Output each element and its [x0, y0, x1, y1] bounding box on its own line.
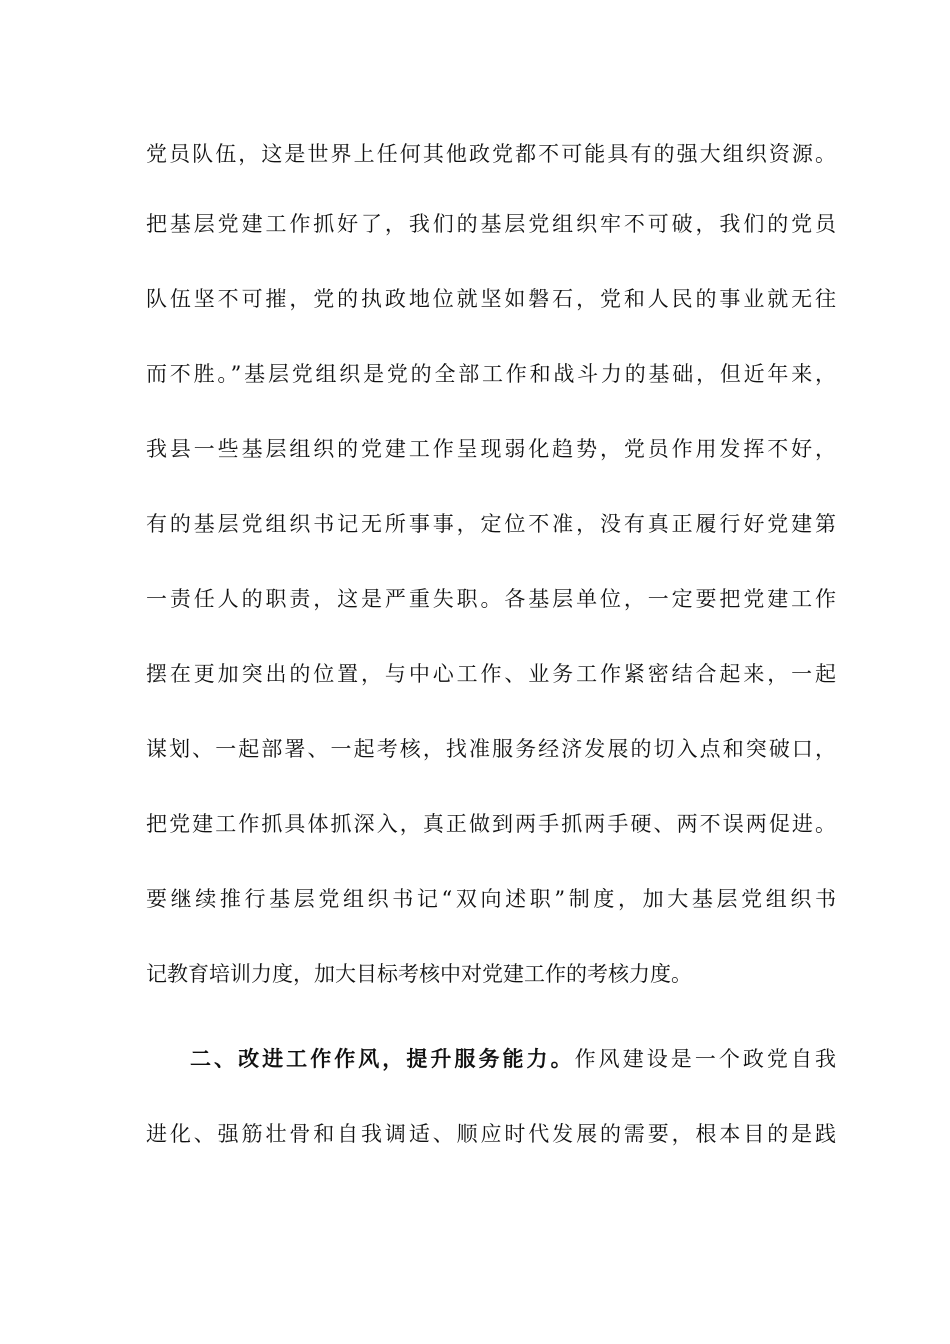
paragraph-line: 记教育培训力度，加大目标考核中对党建工作的考核力度。: [146, 962, 692, 986]
paragraph-line: 要继续推行基层党组织书记“双向述职”制度，加大基层党组织书: [146, 887, 836, 911]
paragraph-line: 一责任人的职责，这是严重失职。各基层单位，一定要把党建工作: [146, 587, 836, 611]
section-heading-line: [190, 1043, 836, 1075]
paragraph-line: 摆在更加突出的位置，与中心工作、业务工作紧密结合起来，一起: [146, 662, 836, 686]
paragraph-line: 把党建工作抓具体抓深入，真正做到两手抓两手硬、两不误两促进。: [146, 812, 836, 836]
paragraph-line: 把基层党建工作抓好了，我们的基层党组织牢不可破，我们的党员: [146, 212, 836, 236]
section-heading: 二、改进工作作风，提升服务能力。: [190, 1046, 575, 1071]
paragraph-line: 而不胜。”基层党组织是党的全部工作和战斗力的基础，但近年来，: [146, 362, 836, 386]
section-text: 作风建设是一个政党自我: [574, 1047, 836, 1071]
paragraph-line: 进化、强筋壮骨和自我调适、顺应时代发展的需要，根本目的是践: [146, 1122, 836, 1146]
paragraph-line: 有的基层党组织书记无所事事，定位不准，没有真正履行好党建第: [146, 512, 836, 536]
paragraph-line: 党员队伍，这是世界上任何其他政党都不可能具有的强大组织资源。: [146, 142, 836, 166]
paragraph-line: 我县一些基层组织的党建工作呈现弱化趋势，党员作用发挥不好，: [146, 437, 836, 461]
paragraph-line: 谋划、一起部署、一起考核，找准服务经济发展的切入点和突破口，: [146, 737, 836, 761]
paragraph-line: 队伍坚不可摧，党的执政地位就坚如磐石，党和人民的事业就无往: [146, 287, 836, 311]
